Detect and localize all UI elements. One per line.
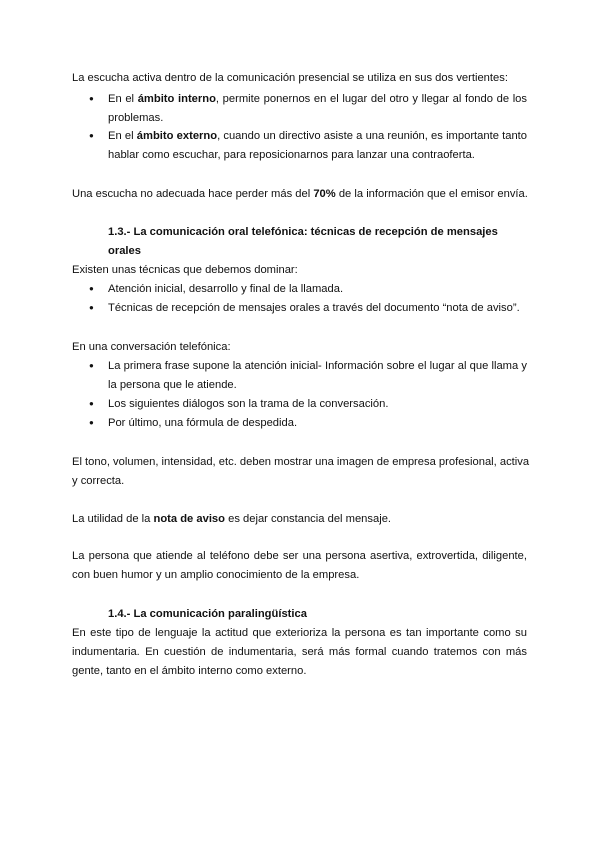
persona-line2: con buen humor y un amplio conocimiento de la empresa.: [72, 569, 360, 581]
bullet-icon: ●: [89, 284, 94, 293]
tono-line2: y correcta.: [72, 475, 125, 487]
paralinguistica-line2: indumentaria. En cuestión de indumentaria, será más formal cuando tratemos con más: [72, 646, 527, 658]
section-14-heading: 1.4.- La comunicación paralingüística: [108, 608, 307, 620]
intro-text: La escucha activa dentro de la comunicación presencial se utiliza en sus dos vertientes:: [72, 72, 508, 84]
tecnicas-intro: Existen unas técnicas que debemos dominar:: [72, 264, 298, 276]
bullet-icon: ●: [89, 418, 94, 427]
conversacion-item: Por último, una fórmula de despedida.: [108, 417, 298, 429]
nota-aviso-bold: nota de aviso: [153, 513, 225, 525]
conversacion-item-line1: La primera frase supone la atención inicial- Información sobre el lugar al que llama y: [108, 360, 527, 372]
bullet-icon: ●: [89, 94, 94, 103]
ambito-interno-line1: En el ámbito interno, permite ponernos en el lugar del otro y llegar al fondo de los: [108, 93, 527, 105]
conversacion-item: Los siguientes diálogos son la trama de la conversación.: [108, 398, 389, 410]
ambito-externo-line1: En el ámbito externo, cuando un directivo asiste a una reunión, es importante tanto: [108, 130, 527, 142]
section-13-heading-cont: orales: [108, 245, 141, 257]
nota-aviso-text: La utilidad de la nota de aviso es dejar constancia del mensaje.: [72, 513, 392, 525]
bullet-icon: ●: [89, 399, 94, 408]
escucha-no-adecuada-text: Una escucha no adecuada hace perder más del 70% de la información que el emisor envía.: [72, 188, 528, 200]
ambito-interno-bold: ámbito interno: [137, 93, 216, 105]
ambito-externo-line2: hablar como escuchar, para reposicionarnos para lanzar una contraoferta.: [108, 149, 475, 161]
bullet-icon: ●: [89, 303, 94, 312]
conversacion-intro: En una conversación telefónica:: [72, 341, 231, 353]
tecnica-item: Atención inicial, desarrollo y final de la llamada.: [108, 283, 344, 295]
bullet-icon: ●: [89, 361, 94, 370]
ambito-externo-bold: ámbito externo: [136, 130, 218, 142]
tono-line1: El tono, volumen, intensidad, etc. deben mostrar una imagen de empresa profesional, activa: [72, 456, 530, 468]
conversacion-item-line2: la persona que le atiende.: [108, 379, 237, 391]
tecnica-item: Técnicas de recepción de mensajes orales a través del documento “nota de aviso”.: [108, 302, 520, 314]
persona-line1: La persona que atiende al teléfono debe ser una persona asertiva, extrovertida, diligente,: [72, 550, 527, 562]
paralinguistica-line1: En este tipo de lenguaje la actitud que exterioriza la persona es tan importante como su: [72, 627, 527, 639]
section-13-heading: 1.3.- La comunicación oral telefónica: técnicas de recepción de mensajes: [108, 226, 498, 238]
ambito-interno-line2: problemas.: [108, 112, 164, 124]
bullet-icon: ●: [89, 131, 94, 140]
paralinguistica-line3: gente, tanto en el ámbito interno como externo.: [72, 665, 307, 677]
